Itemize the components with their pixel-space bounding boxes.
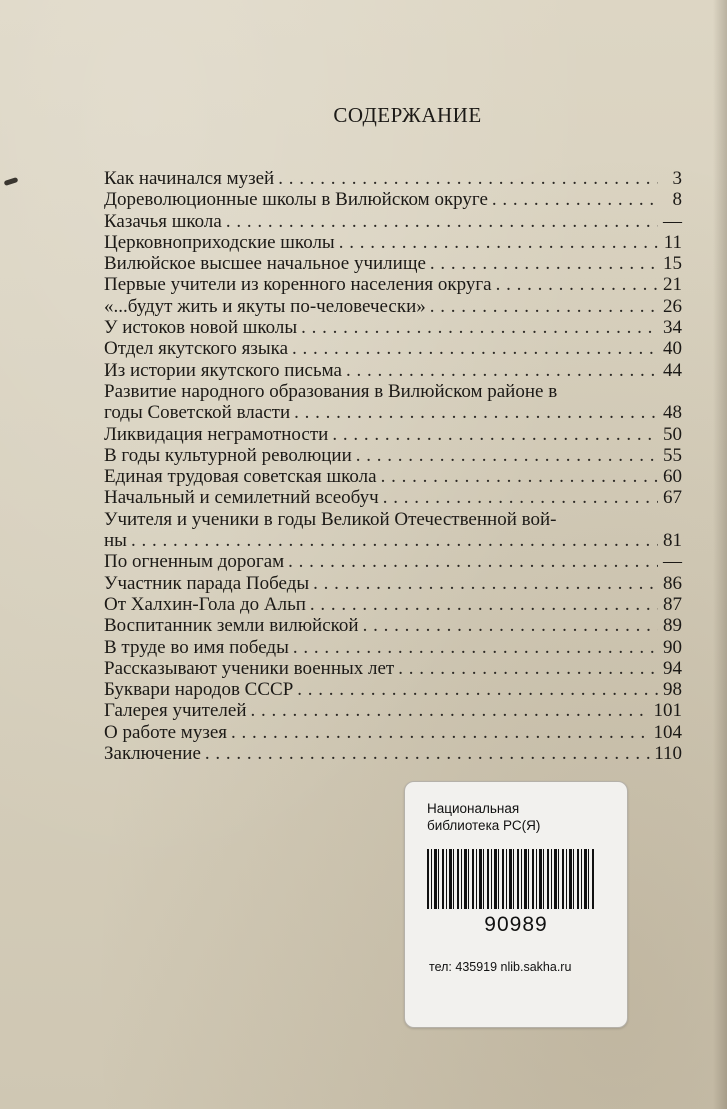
- toc-entry-title: «...будут жить и якуты по-человечески»: [104, 295, 426, 317]
- toc-entry-title: Галерея учителей: [104, 700, 247, 722]
- toc-entry-title: Отдел якутского языка: [104, 338, 288, 360]
- toc-entry-title: Ликвидация неграмотности: [104, 423, 329, 445]
- toc-entry-page: 8: [672, 189, 682, 211]
- toc-entry-line: [104, 530, 682, 551]
- toc-entry-title: О работе музея: [104, 721, 228, 743]
- library-name-line: Национальная: [427, 801, 520, 816]
- leader-dots: [430, 253, 658, 274]
- leader-dots: [381, 466, 658, 487]
- toc-entry-title: В годы культурной революции: [104, 444, 352, 466]
- toc-entry-page: 15: [663, 253, 682, 275]
- toc-entry-title: В труде во имя победы: [104, 636, 289, 658]
- toc-entry: [104, 615, 682, 636]
- leader-dots: [492, 189, 658, 210]
- toc-entry-title: Рассказывают ученики военных лет: [104, 657, 395, 679]
- toc-entry: [104, 487, 682, 508]
- table-of-contents: [104, 168, 682, 764]
- toc-entry-page: 104: [653, 721, 682, 743]
- toc-entry: [104, 424, 682, 445]
- leader-dots: [131, 530, 658, 551]
- page-edge-shadow: [713, 0, 727, 1109]
- toc-entry-page: 34: [663, 317, 682, 339]
- toc-entry: [104, 168, 682, 189]
- leader-dots: [297, 679, 658, 700]
- toc-entry-line: [104, 402, 682, 423]
- toc-entry-page: 21: [663, 274, 682, 296]
- toc-entry: [104, 338, 682, 359]
- toc-entry-page: 55: [663, 444, 682, 466]
- toc-entry: [104, 743, 682, 764]
- toc-entry: [104, 232, 682, 253]
- toc-entry-title: Вилюйское высшее начальное училище: [104, 253, 426, 275]
- toc-entry-title-continued: годы Советской власти: [104, 402, 291, 424]
- toc-entry-title: Заключение: [104, 743, 201, 765]
- toc-entry-line: [104, 381, 682, 402]
- ink-mark: [4, 177, 19, 186]
- toc-entry-title: От Халхин-Гола до Альп: [104, 593, 306, 615]
- toc-entry-page: 48: [663, 402, 682, 424]
- toc-entry: [104, 253, 682, 274]
- toc-entry: [104, 700, 682, 721]
- toc-entry: [104, 296, 682, 317]
- toc-entry-page: 86: [663, 572, 682, 594]
- leader-dots: [310, 594, 658, 615]
- leader-dots: [398, 658, 658, 679]
- toc-entry-page: 50: [663, 423, 682, 445]
- leader-dots: [363, 615, 658, 636]
- toc-entry-page: 11: [663, 231, 682, 253]
- toc-entry-page: 26: [663, 295, 682, 317]
- toc-entry-title: Участник парада Победы: [104, 572, 310, 594]
- leader-dots: [293, 637, 658, 658]
- leader-dots: [496, 274, 658, 295]
- toc-entry-page: 87: [663, 593, 682, 615]
- toc-entry-title: Церковноприходские школы: [104, 231, 335, 253]
- toc-entry: [104, 274, 682, 295]
- leader-dots: [346, 360, 658, 381]
- toc-entry: [104, 360, 682, 381]
- leader-dots: [301, 317, 658, 338]
- toc-entry-page: 89: [663, 615, 682, 637]
- toc-entry: [104, 679, 682, 700]
- toc-entry-line: [104, 509, 682, 530]
- library-barcode-sticker: [404, 781, 628, 1028]
- toc-entry-title: Развитие народного образования в Вилюйском районе в: [104, 380, 558, 402]
- toc-entry-title: Из истории якутского письма: [104, 359, 342, 381]
- toc-entry: [104, 445, 682, 466]
- leader-dots: [339, 232, 658, 253]
- toc-entry-page: 90: [663, 636, 682, 658]
- toc-entry: [104, 722, 682, 743]
- barcode-image: [427, 849, 595, 909]
- toc-entry: [104, 211, 682, 232]
- leader-dots: [278, 168, 658, 189]
- leader-dots: [292, 338, 658, 359]
- toc-entry: [104, 594, 682, 615]
- toc-entry-title: Первые учители из коренного населения округа: [104, 274, 492, 296]
- inventory-number: 90989: [484, 913, 548, 936]
- toc-entry-title: Воспитанник земли вилюйской: [104, 615, 359, 637]
- toc-entry-page: 60: [663, 466, 682, 488]
- toc-entry-page: —: [663, 551, 682, 573]
- toc-entry-page: 67: [663, 487, 682, 509]
- leader-dots: [294, 402, 658, 423]
- library-name-line: библиотека РС(Я): [427, 818, 541, 833]
- leader-dots: [356, 445, 658, 466]
- toc-entry-page: 98: [663, 679, 682, 701]
- toc-entry-title: Дореволюционные школы в Вилюйском округе: [104, 189, 488, 211]
- toc-entry: [104, 466, 682, 487]
- toc-entry-page: 101: [653, 700, 682, 722]
- toc-entry-title: Казачья школа: [104, 210, 222, 232]
- toc-entry-page: —: [663, 210, 682, 232]
- library-contact: тел: 435919 nlib.sakha.ru: [429, 960, 572, 974]
- toc-entry-page: 81: [663, 530, 682, 552]
- leader-dots: [288, 551, 658, 572]
- leader-dots: [383, 487, 658, 508]
- toc-entry-title: По огненным дорогам: [104, 551, 285, 573]
- toc-entry: [104, 189, 682, 210]
- toc-entry: [104, 381, 682, 424]
- toc-entry: [104, 317, 682, 338]
- toc-entry-title: Буквари народов СССР: [104, 679, 294, 701]
- contents-heading: СОДЕРЖАНИЕ: [333, 103, 482, 127]
- toc-entry-title: У истоков новой школы: [104, 317, 298, 339]
- library-name: [427, 800, 540, 834]
- leader-dots: [332, 424, 658, 445]
- leader-dots: [430, 296, 658, 317]
- toc-entry-page: 3: [672, 168, 682, 189]
- toc-entry: [104, 573, 682, 594]
- toc-entry-page: 94: [663, 657, 682, 679]
- leader-dots: [205, 743, 650, 764]
- toc-entry-title-continued: ны: [104, 530, 127, 552]
- toc-entry: [104, 509, 682, 552]
- toc-entry-title: Начальный и семилетний всеобуч: [104, 487, 379, 509]
- toc-entry-page: 110: [654, 743, 682, 765]
- toc-entry-title: Единая трудовая советская школа: [104, 466, 377, 488]
- toc-entry-page: 40: [663, 338, 682, 360]
- leader-dots: [251, 700, 650, 721]
- leader-dots: [226, 211, 658, 232]
- toc-entry: [104, 658, 682, 679]
- toc-entry: [104, 551, 682, 572]
- leader-dots: [313, 573, 658, 594]
- toc-entry-title: Учителя и ученики в годы Великой Отечественной вой-: [104, 508, 557, 530]
- toc-entry-page: 44: [663, 359, 682, 381]
- toc-entry-title: Как начинался музей: [104, 168, 275, 189]
- toc-entry: [104, 637, 682, 658]
- leader-dots: [231, 722, 649, 743]
